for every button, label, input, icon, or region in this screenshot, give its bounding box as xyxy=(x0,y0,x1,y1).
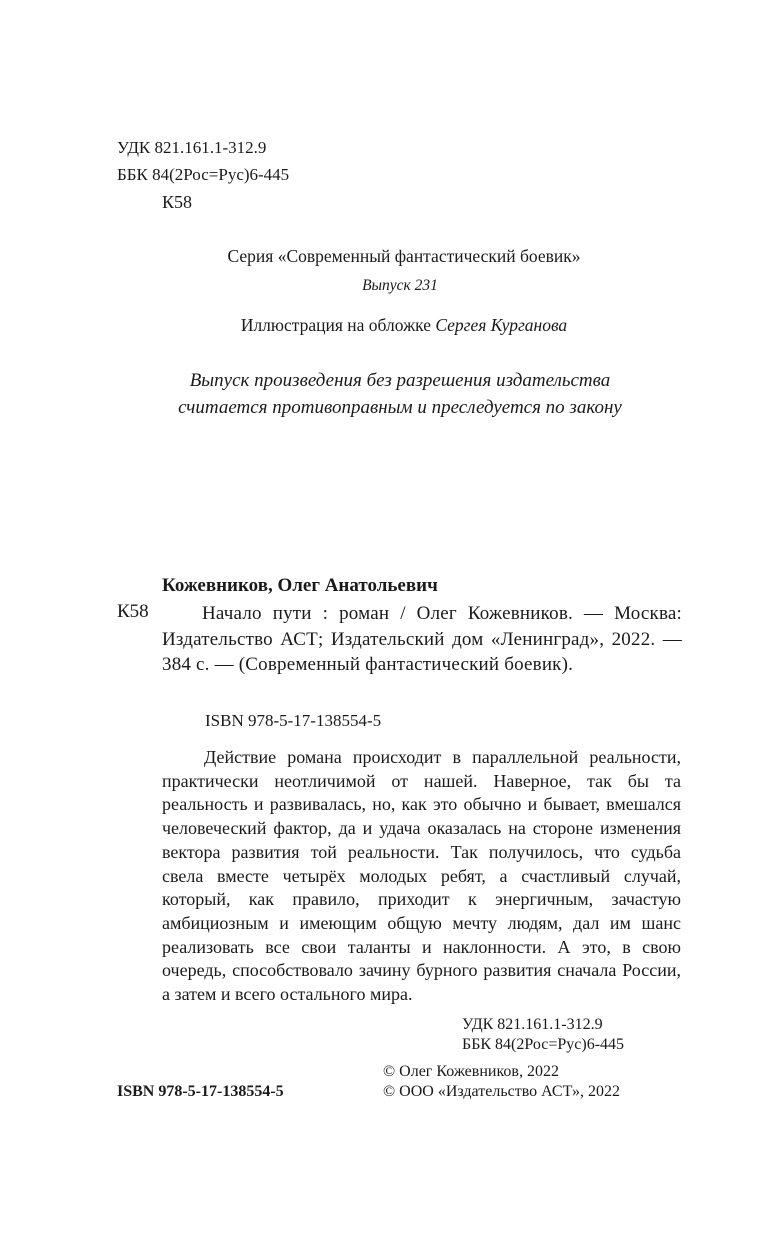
author-heading: Кожевников, Олег Анатольевич xyxy=(162,575,438,596)
copyright-publisher: © ООО «Издательство АСТ», 2022 xyxy=(383,1083,620,1100)
legal-notice xyxy=(0,367,768,421)
author-sign-record: К58 xyxy=(117,601,149,622)
bbk-code-top: ББК 84(2Рос=Рус)6-445 xyxy=(117,165,290,184)
isbn-record: ISBN 978-5-17-138554-5 xyxy=(205,711,382,730)
udk-code-bottom: УДК 821.161.1-312.9 xyxy=(462,1016,603,1033)
illustration-credit-prefix: Иллюстрация на обложке xyxy=(240,315,436,335)
copyright-author: © Олег Кожевников, 2022 xyxy=(383,1063,559,1080)
udk-code-top: УДК 821.161.1-312.9 xyxy=(117,138,267,157)
series-issue: Выпуск 231 xyxy=(362,277,438,294)
legal-notice-line: считается противоправным и преследуется по закону xyxy=(178,397,622,418)
illustration-credit xyxy=(0,315,768,336)
author-sign-top: К58 xyxy=(162,192,193,212)
bbk-code-bottom: ББК 84(2Рос=Рус)6-445 xyxy=(462,1036,625,1053)
isbn-bottom: ISBN 978-5-17-138554-5 xyxy=(117,1083,284,1100)
series-title: Серия «Современный фантастический боевик» xyxy=(227,246,581,266)
illustration-artist: Сергея Курганова xyxy=(435,315,568,335)
legal-notice-line: Выпуск произведения без разрешения издательства xyxy=(189,370,611,391)
bibliographic-description: Начало пути : роман / Олег Кожевников. — Москва: Издательство АСТ; Издательский дом «Ленинград», 2022. — 384 с. — (Современный фантастический боевик). xyxy=(162,603,682,675)
book-annotation: Действие романа происходит в параллельной реальности, практически неотличимой от нашей. Наверное, так бы та реальность и развивалась, но, как это обычно и бывает, вмешался человеческий фактор, да и удача оказалась на стороне изменения вектора развития той реальности. Так получилось, что судьба свела вместе четырёх молодых ребят, а счастливый случай, который, как правило, приходит к энергичным, зачастую амбициозным и имеющим общую мечту людям, дал им шанс реализовать все свои таланты и наклонности. А это, в свою очередь, способствовало зачину бурного развития сначала России, а затем и всего остального мира. xyxy=(162,747,681,1005)
